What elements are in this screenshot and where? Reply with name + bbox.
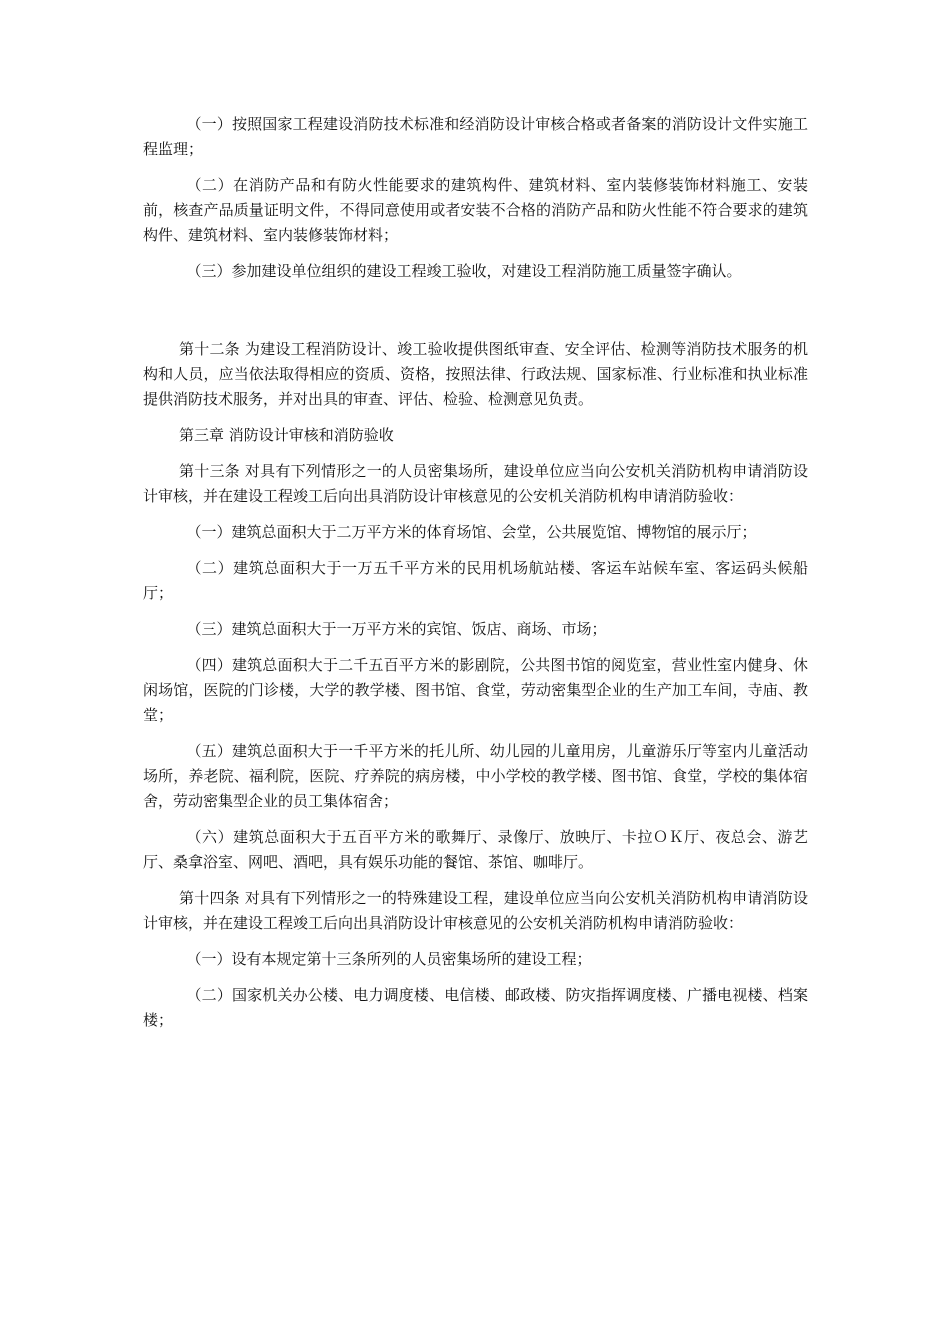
article-14-item-1: （一）设有本规定第十三条所列的人员密集场所的建设工程； [186, 950, 592, 968]
article-14-item-2: （二）国家机关办公楼、电力调度楼、电信楼、邮政楼、防灾指挥调度楼、广播电视楼、档案楼； [143, 986, 808, 1029]
article-14: 第十四条 对具有下列情形之一的特殊建设工程，建设单位应当向公安机关消防机构申请消防设计审核，并在建设工程竣工后向出具消防设计审核意见的公安机关消防机构申请消防验收： [143, 889, 808, 932]
paragraph-gap [143, 295, 808, 337]
clause-1-supervise: （一）按照国家工程建设消防技术标准和经消防设计审核合格或者备案的消防设计文件实施工程监理； [143, 115, 808, 158]
article-13: 第十三条 对具有下列情形之一的人员密集场所，建设单位应当向公安机关消防机构申请消防设计审核，并在建设工程竣工后向出具消防设计审核意见的公安机关消防机构申请消防验收： [143, 462, 808, 505]
article-13-item-1: （一）建筑总面积大于二万平方米的体育场馆、会堂，公共展览馆、博物馆的展示厅； [186, 523, 757, 541]
article-13-item-6: （六）建筑总面积大于五百平方米的歌舞厅、录像厅、放映厅、卡拉ＯＫ厅、夜总会、游艺厅、桑拿浴室、网吧、酒吧，具有娱乐功能的餐馆、茶馆、咖啡厅。 [143, 828, 808, 871]
article-13-item-3: （三）建筑总面积大于一万平方米的宾馆、饭店、商场、市场； [186, 620, 607, 638]
clause-2-verify-products: （二）在消防产品和有防火性能要求的建筑构件、建筑材料、室内装修装饰材料施工、安装前，核查产品质量证明文件，不得同意使用或者安装不合格的消防产品和防火性能不符合要求的建筑构件、建筑材料、室内装修装饰材料； [143, 176, 808, 244]
chapter-3-heading: 第三章 消防设计审核和消防验收 [179, 426, 394, 444]
clause-3-acceptance: （三）参加建设单位组织的建设工程竣工验收，对建设工程消防施工质量签字确认。 [186, 262, 742, 280]
article-13-item-4: （四）建筑总面积大于二千五百平方米的影剧院，公共图书馆的阅览室，营业性室内健身、休闲场馆，医院的门诊楼，大学的教学楼、图书馆、食堂，劳动密集型企业的生产加工车间，寺庙、教堂； [143, 656, 808, 724]
article-13-item-5: （五）建筑总面积大于一千平方米的托儿所、幼儿园的儿童用房，儿童游乐厅等室内儿童活动场所，养老院、福利院，医院、疗养院的病房楼，中小学校的教学楼、图书馆、食堂，学校的集体宿舍，劳动密集型企业的员工集体宿舍； [143, 742, 808, 810]
document-body [143, 112, 808, 1044]
article-13-item-2: （二）建筑总面积大于一万五千平方米的民用机场航站楼、客运车站候车室、客运码头候船厅； [143, 559, 808, 602]
article-12: 第十二条 为建设工程消防设计、竣工验收提供图纸审查、安全评估、检测等消防技术服务的机构和人员，应当依法取得相应的资质、资格，按照法律、行政法规、国家标准、行业标准和执业标准提供消防技术服务，并对出具的审查、评估、检验、检测意见负责。 [143, 340, 808, 408]
